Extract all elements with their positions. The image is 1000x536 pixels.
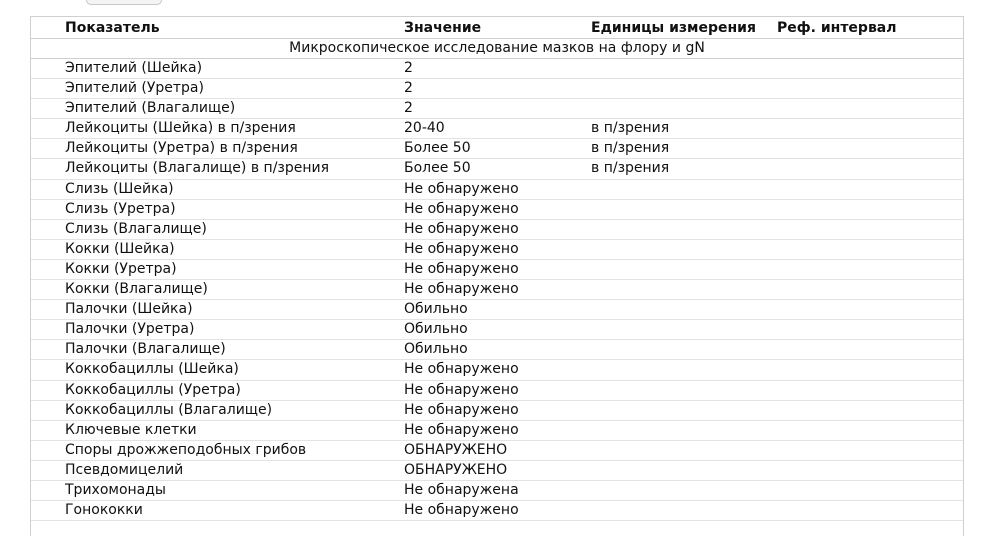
- cell-indicator: Коккобациллы (Уретра): [65, 381, 241, 398]
- table-row: [31, 381, 963, 401]
- cell-indicator: Слизь (Уретра): [65, 200, 176, 217]
- cell-indicator: Палочки (Уретра): [65, 321, 195, 338]
- table-row: [31, 220, 963, 240]
- table-row: [31, 159, 963, 179]
- table-body: [31, 59, 963, 521]
- header-value: Значение: [404, 20, 482, 36]
- cell-indicator: Кокки (Уретра): [65, 260, 177, 277]
- table-row: [31, 59, 963, 79]
- header-indicator: Показатель: [65, 20, 160, 36]
- table-row: [31, 421, 963, 441]
- table-row: [31, 79, 963, 99]
- cell-indicator: Эпителий (Влагалище): [65, 100, 236, 117]
- cell-value: 2: [404, 60, 413, 76]
- cell-indicator: Слизь (Шейка): [65, 180, 174, 197]
- top-tab-edge: [86, 0, 162, 5]
- cell-value: Обильно: [404, 341, 468, 358]
- cell-value: Не обнаружено: [404, 401, 519, 418]
- cell-value: Обильно: [404, 301, 468, 318]
- cell-value: Не обнаружено: [404, 260, 519, 277]
- cell-indicator: Псевдомицелий: [65, 461, 184, 478]
- table-row: [31, 340, 963, 360]
- cell-value: Не обнаружено: [404, 281, 519, 298]
- cell-units: в п/зрения: [591, 160, 670, 177]
- header-units: Единицы измерения: [591, 20, 756, 36]
- cell-value: Более 50: [404, 160, 471, 177]
- cell-indicator: Лейкоциты (Шейка) в п/зрения: [65, 120, 296, 137]
- cell-units: в п/зрения: [591, 120, 670, 137]
- cell-indicator: Коккобациллы (Шейка): [65, 361, 239, 378]
- cell-indicator: Слизь (Влагалище): [65, 220, 207, 237]
- table-row: [31, 280, 963, 300]
- table-row: [31, 320, 963, 340]
- cell-indicator: Кокки (Шейка): [65, 240, 175, 257]
- cell-value: Не обнаружено: [404, 240, 519, 257]
- table-row: [31, 481, 963, 501]
- cell-value: Не обнаружена: [404, 481, 519, 498]
- table-row: [31, 300, 963, 320]
- cell-value: ОБНАРУЖЕНО: [404, 461, 508, 478]
- header-ref-interval: Реф. интервал: [777, 20, 897, 36]
- cell-indicator: Палочки (Влагалище): [65, 341, 226, 358]
- cell-indicator: Эпителий (Уретра): [65, 80, 204, 97]
- table-row: [31, 401, 963, 421]
- cell-value: Не обнаружено: [404, 421, 519, 438]
- cell-indicator: Эпителий (Шейка): [65, 60, 203, 76]
- table-row: [31, 501, 963, 521]
- cell-indicator: Споры дрожжеподобных грибов: [65, 441, 307, 458]
- cell-indicator: Кокки (Влагалище): [65, 281, 208, 298]
- cell-indicator: Гонококки: [65, 502, 143, 519]
- table-row: [31, 139, 963, 159]
- cell-value: Более 50: [404, 140, 471, 157]
- results-table: [30, 16, 964, 536]
- cell-value: Обильно: [404, 321, 468, 338]
- cell-value: 2: [404, 100, 413, 117]
- cell-value: Не обнаружено: [404, 361, 519, 378]
- cell-value: Не обнаружено: [404, 220, 519, 237]
- table-row: [31, 260, 963, 280]
- cell-value: 2: [404, 80, 413, 97]
- cell-value: 20-40: [404, 120, 445, 137]
- table-row: [31, 360, 963, 380]
- table-row: [31, 180, 963, 200]
- cell-units: в п/зрения: [591, 140, 670, 157]
- cell-indicator: Лейкоциты (Влагалище) в п/зрения: [65, 160, 330, 177]
- cell-value: Не обнаружено: [404, 200, 519, 217]
- cell-indicator: Трихомонады: [65, 481, 166, 498]
- section-title: Микроскопическое исследование мазков на флору и gN: [31, 39, 963, 59]
- cell-value: Не обнаружено: [404, 502, 519, 519]
- cell-indicator: Ключевые клетки: [65, 421, 197, 438]
- cell-indicator: Коккобациллы (Влагалище): [65, 401, 273, 418]
- table-row: [31, 99, 963, 119]
- table-row: [31, 461, 963, 481]
- table-row: [31, 119, 963, 139]
- cell-value: ОБНАРУЖЕНО: [404, 441, 508, 458]
- cell-value: Не обнаружено: [404, 180, 519, 197]
- table-row: [31, 240, 963, 260]
- cell-indicator: Палочки (Шейка): [65, 301, 193, 318]
- table-row: [31, 441, 963, 461]
- table-header: [31, 17, 963, 39]
- cell-indicator: Лейкоциты (Уретра) в п/зрения: [65, 140, 298, 157]
- table-row: [31, 200, 963, 220]
- cell-value: Не обнаружено: [404, 381, 519, 398]
